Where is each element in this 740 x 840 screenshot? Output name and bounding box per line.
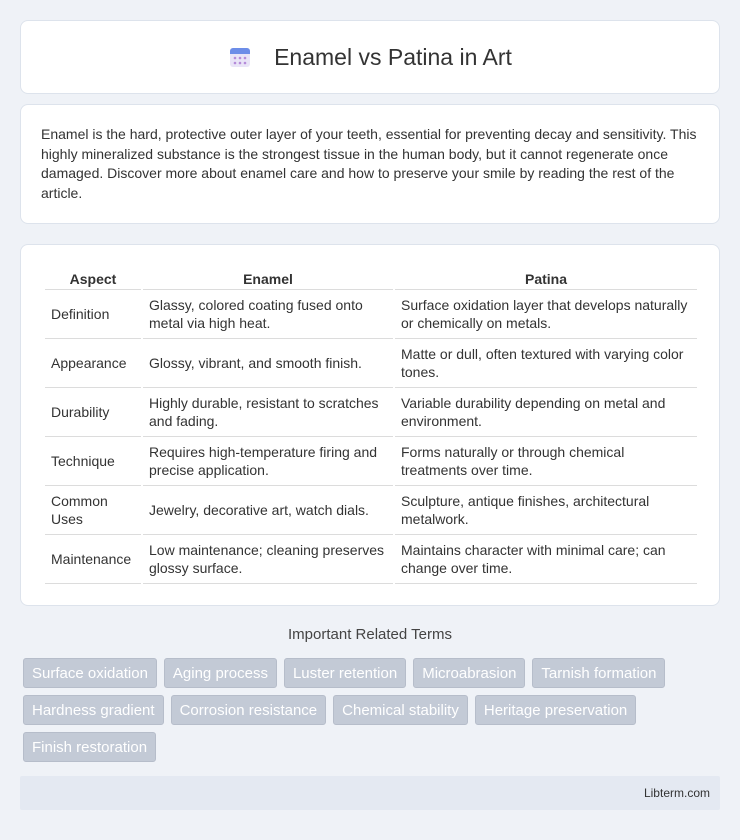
cell-patina: Sculpture, antique finishes, architectural metalwork.: [395, 486, 697, 535]
cell-enamel: Highly durable, resistant to scratches and fading.: [143, 388, 393, 437]
page-title: Enamel vs Patina in Art: [274, 43, 512, 70]
footer: [20, 776, 720, 810]
cell-patina: Maintains character with minimal care; can change over time.: [395, 535, 697, 584]
intro-card: [20, 104, 720, 224]
comparison-table: [43, 265, 699, 584]
cell-enamel: Jewelry, decorative art, watch dials.: [143, 486, 393, 535]
term-tag[interactable]: Hardness gradient: [23, 695, 164, 725]
cell-patina: Forms naturally or through chemical treatments over time.: [395, 437, 697, 486]
term-tag[interactable]: Chemical stability: [333, 695, 468, 725]
table-row: [45, 535, 697, 584]
table-row: [45, 339, 697, 388]
term-tag[interactable]: Corrosion resistance: [171, 695, 327, 725]
table-header-row: [45, 265, 697, 290]
cell-enamel: Glassy, colored coating fused onto metal via high heat.: [143, 290, 393, 339]
cell-enamel: Requires high-temperature firing and precise application.: [143, 437, 393, 486]
cell-enamel: Glossy, vibrant, and smooth finish.: [143, 339, 393, 388]
term-tag[interactable]: Surface oxidation: [23, 658, 157, 688]
cell-aspect: Common Uses: [45, 486, 141, 535]
comparison-table-card: [20, 244, 720, 606]
cell-patina: Surface oxidation layer that develops naturally or chemically on metals.: [395, 290, 697, 339]
cell-patina: Matte or dull, often textured with varying color tones.: [395, 339, 697, 388]
calendar-icon: [228, 45, 252, 69]
header-enamel: Enamel: [143, 265, 393, 290]
cell-aspect: Technique: [45, 437, 141, 486]
header-aspect: Aspect: [45, 265, 141, 290]
term-tag[interactable]: Microabrasion: [413, 658, 525, 688]
term-tag[interactable]: Luster retention: [284, 658, 406, 688]
cell-enamel: Low maintenance; cleaning preserves glossy surface.: [143, 535, 393, 584]
term-tag[interactable]: Tarnish formation: [532, 658, 665, 688]
related-terms-title: Important Related Terms: [288, 626, 452, 643]
header-patina: Patina: [395, 265, 697, 290]
term-tag[interactable]: Heritage preservation: [475, 695, 636, 725]
cell-aspect: Maintenance: [45, 535, 141, 584]
cell-aspect: Durability: [45, 388, 141, 437]
header-card: [20, 20, 720, 94]
related-terms-list: [23, 658, 723, 762]
table-row: [45, 388, 697, 437]
cell-patina: Variable durability depending on metal and environment.: [395, 388, 697, 437]
footer-link[interactable]: Libterm.com: [643, 786, 710, 800]
cell-aspect: Definition: [45, 290, 141, 339]
table-row: [45, 290, 697, 339]
intro-text: Enamel is the hard, protective outer layer of your teeth, essential for preventing decay and sensitivity. This highly mineralized substance is the strongest tissue in the human body, but it cannot regenerate once damaged. Discover more about enamel care and how to preserve your smile by reading the rest of the article.: [41, 126, 697, 201]
table-row: [45, 437, 697, 486]
term-tag[interactable]: Aging process: [164, 658, 277, 688]
table-row: [45, 486, 697, 535]
cell-aspect: Appearance: [45, 339, 141, 388]
term-tag[interactable]: Finish restoration: [23, 732, 156, 762]
